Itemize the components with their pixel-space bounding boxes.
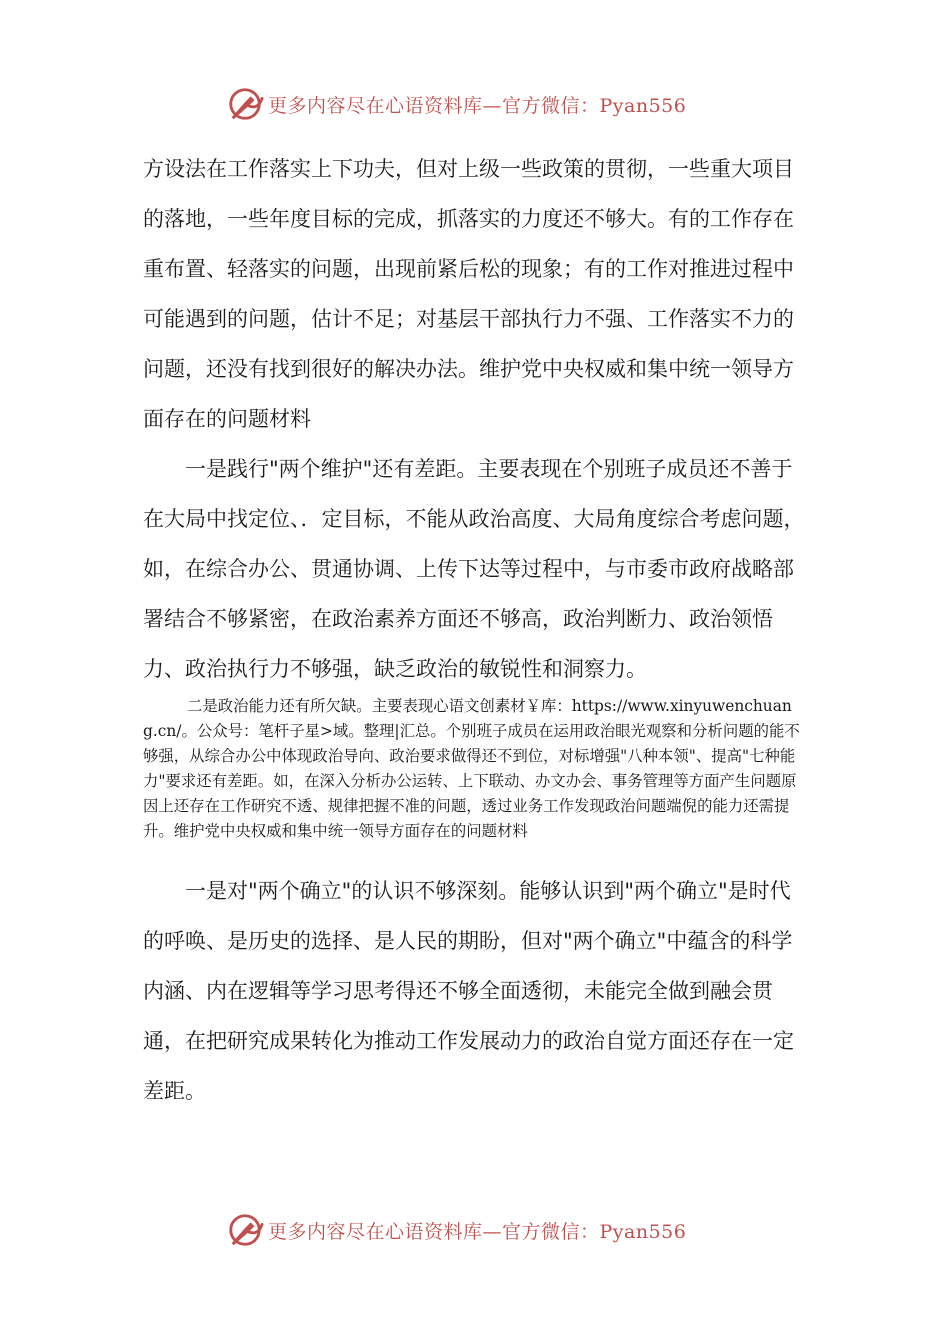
paragraph-3: 二是政治能力还有所欠缺。主要表现心语文创素材￥库：https://www.xinyuwenchuang.cn/。公众号：笔杆子星>域。整理|汇总。个别班子成员在运用政治眼光观察和分析问题的能不够强，从综合办公中体现政治导向、政治要求做得还不到位，对标增强"八种本领"、提高"七种能力"要求还有差距。如，在深入分析办公运转、上下联动、办文办会、事务管理等方面产生问题原因上还存在工作研究不透、规律把握不准的问题，透过业务工作发现政治问题端倪的能力还需提升。维护党中央权威和集中统一领导方面存在的问题材料 [143, 697, 800, 840]
footer-banner-text: 更多内容尽在心语资料库—官方微信：Pyan556 [268, 1220, 687, 1243]
header-banner [226, 84, 686, 124]
paragraph-1: 方设法在工作落实上下功夫，但对上级一些政策的贯彻，一些重大项目的落地，一些年度目标的完成，抓落实的力度还不够大。有的工作存在重布置、轻落实的问题，出现前紧后松的现象；有的工作对推进过程中可能遇到的问题，估计不足；对基层干部执行力不强、工作落实不力的问题，还没有找到很好的解决办法。维护党中央权威和集中统一领导方面存在的问题材料 [143, 157, 794, 431]
pen-nib-logo-icon [226, 85, 264, 123]
paragraph-4: 一是对"两个确立"的认识不够深刻。能够认识到"两个确立"是时代的呼唤、是历史的选择、是人民的期盼，但对"两个确立"中蕴含的科学内涵、内在逻辑等学习思考得还不够全面透彻，未能完全做到融会贯通，在把研究成果转化为推动工作发展动力的政治自觉方面还存在一定差距。 [143, 879, 794, 1103]
pen-nib-logo-icon [226, 1211, 264, 1249]
header-banner-text: 更多内容尽在心语资料库—官方微信：Pyan556 [268, 94, 687, 117]
footer-banner [226, 1210, 686, 1250]
paragraph-2: 一是践行"两个维护"还有差距。主要表现在个别班子成员还不善于在大局中找定位、．定目标，不能从政治高度、大局角度综合考虑问题，如，在综合办公、贯通协调、上传下达等过程中，与市委市政府战略部署结合不够紧密，在政治素养方面还不够高，政治判断力、政治领悟力、政治执行力不够强，缺乏政治的敏锐性和洞察力。 [143, 457, 805, 681]
